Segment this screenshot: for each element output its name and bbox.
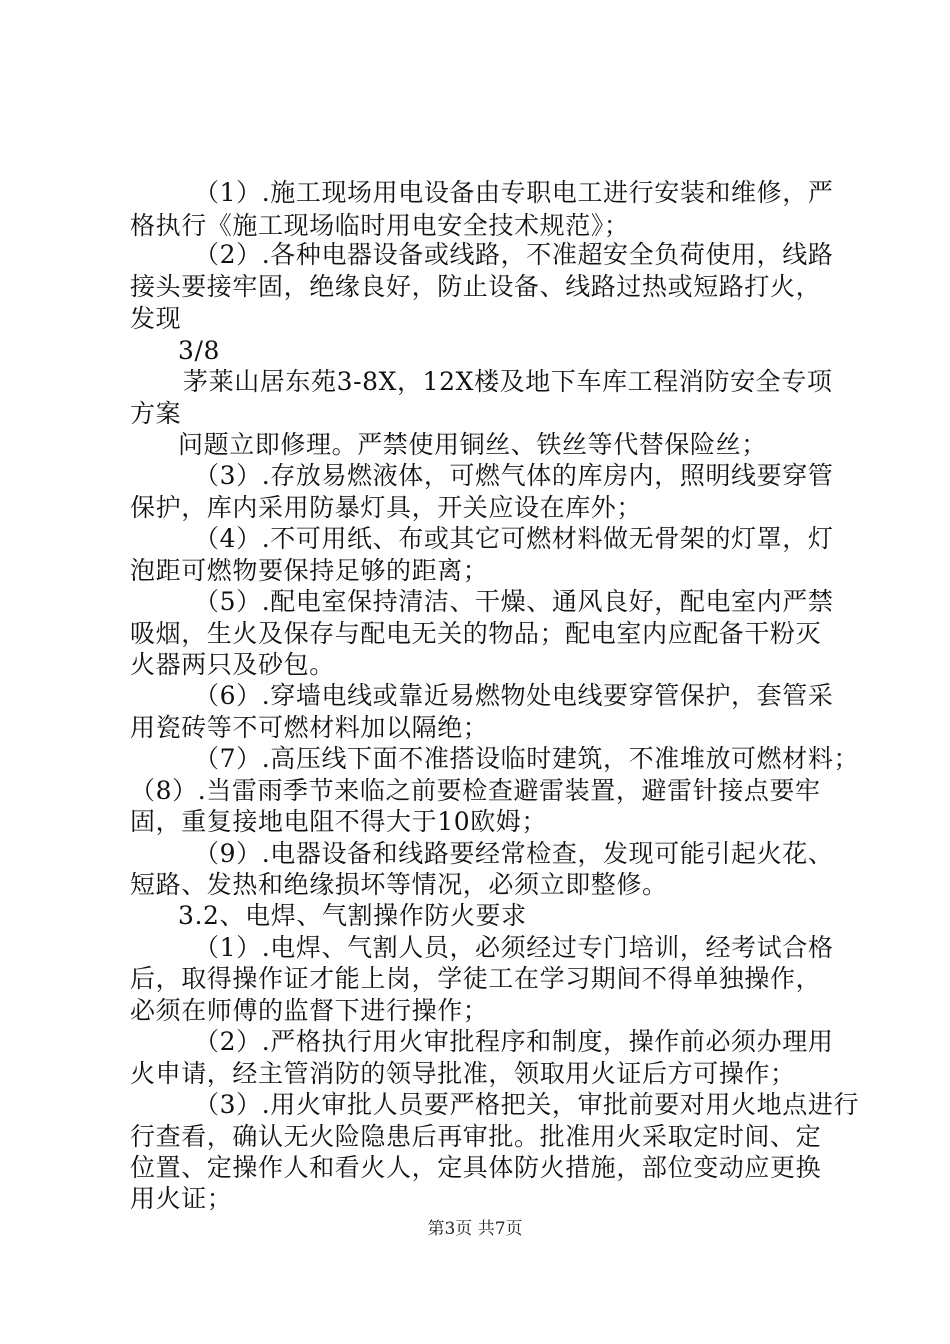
- paragraph-line: （2）.严格执行用火审批程序和制度，操作前必须办理用: [194, 1027, 834, 1056]
- paragraph-line: （3）.用火审批人员要严格把关，审批前要对用火地点进行: [194, 1090, 860, 1119]
- paragraph-line: 发现: [130, 304, 182, 333]
- paragraph-line: 后，取得操作证才能上岗，学徒工在学习期间不得单独操作，: [130, 964, 822, 993]
- paragraph-line: 用火证；: [130, 1184, 233, 1213]
- paragraph-line: （7）.高压线下面不准搭设临时建筑，不准堆放可燃材料；: [194, 744, 860, 773]
- paragraph-line: （3）.存放易燃液体，可燃气体的库房内，照明线要穿管: [194, 461, 834, 490]
- paragraph-line: 吸烟，生火及保存与配电无关的物品；配电室内应配备干粉灭: [130, 619, 822, 648]
- paragraph-line: 火申请，经主管消防的领导批准，领取用火证后方可操作；: [130, 1059, 796, 1088]
- paragraph-line: （9）.电器设备和线路要经常检查，发现可能引起火花、: [194, 839, 834, 868]
- paragraph-line: 固，重复接地电阻不得大于10欧姆；: [130, 807, 548, 836]
- paragraph-line: 格执行《施工现场临时用电安全技术规范》；: [130, 211, 630, 240]
- paragraph-line: （2）.各种电器设备或线路，不准超安全负荷使用，线路: [194, 240, 834, 269]
- running-header: 方案: [130, 399, 182, 428]
- paragraph-line: 接头要接牢固，绝缘良好，防止设备、线路过热或短路打火，: [130, 272, 822, 301]
- paragraph-line: （6）.穿墙电线或靠近易燃物处电线要穿管保护，套管采: [194, 681, 834, 710]
- paragraph-line: 用瓷砖等不可燃材料加以隔绝；: [130, 713, 489, 742]
- paragraph-line: 问题立即修理。严禁使用铜丝、铁丝等代替保险丝；: [178, 430, 767, 459]
- paragraph-line: （4）.不可用纸、布或其它可燃材料做无骨架的灯罩，灯: [194, 524, 834, 553]
- paragraph-line: 必须在师傅的监督下进行操作；: [130, 996, 489, 1025]
- paragraph-line: 保护，库内采用防暴灯具，开关应设在库外；: [130, 493, 643, 522]
- paragraph-line: 泡距可燃物要保持足够的距离；: [130, 556, 489, 585]
- running-header: 茅莱山居东苑3-8X，12X楼及地下车库工程消防安全专项: [183, 367, 833, 396]
- section-heading: 3.2、电焊、气割操作防火要求: [178, 901, 527, 930]
- paragraph-line: （8）.当雷雨季节来临之前要检查避雷装置，避雷针接点要牢: [130, 776, 821, 805]
- paragraph-line: 火器两只及砂包。: [130, 650, 335, 679]
- paragraph-line: （1）.电焊、气割人员，必须经过专门培训，经考试合格: [194, 933, 834, 962]
- paragraph-line: 行查看，确认无火险隐患后再审批。批准用火采取定时间、定: [130, 1122, 822, 1151]
- paragraph-line: 位置、定操作人和看火人，定具体防火措施，部位变动应更换: [130, 1153, 822, 1182]
- paragraph-line: （1）.施工现场用电设备由专职电工进行安装和维修，严: [194, 178, 834, 207]
- page-marker: 3/8: [178, 336, 221, 365]
- paragraph-line: 短路、发热和绝缘损坏等情况，必须立即整修。: [130, 870, 668, 899]
- page-footer: 第3页 共7页: [427, 1219, 523, 1239]
- paragraph-line: （5）.配电室保持清洁、干燥、通风良好，配电室内严禁: [194, 587, 834, 616]
